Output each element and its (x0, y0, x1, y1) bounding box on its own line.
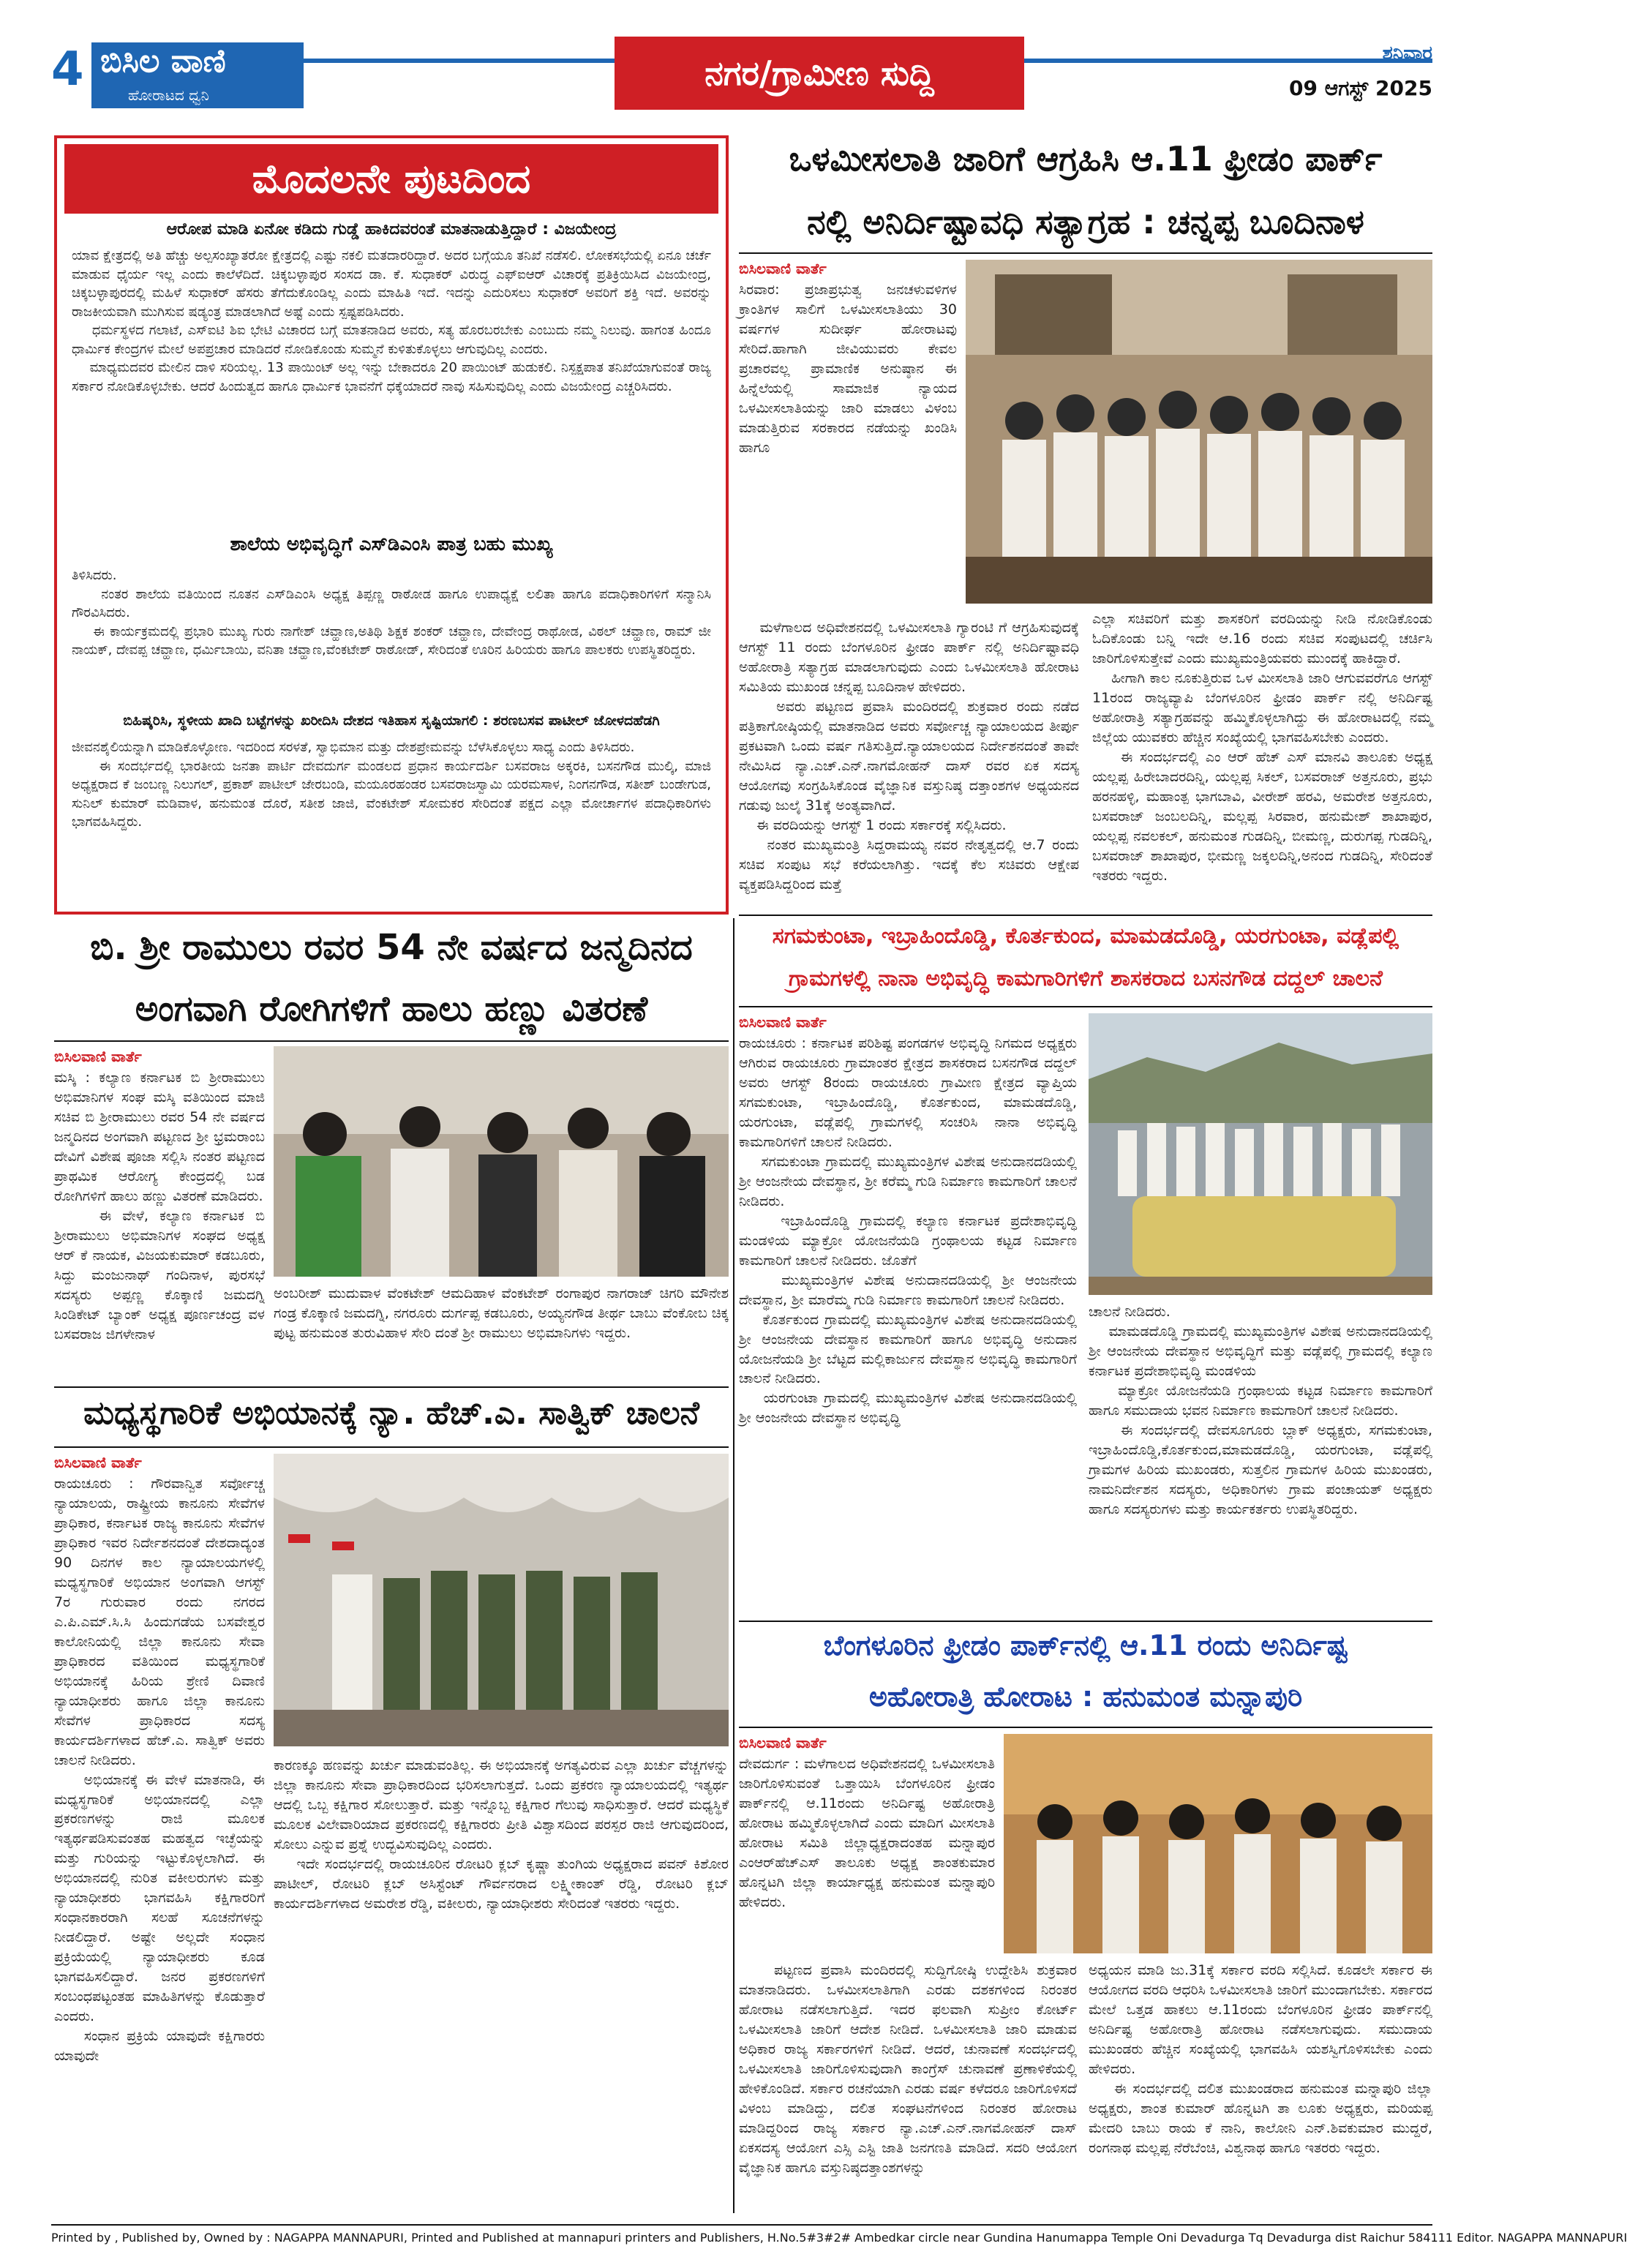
newspaper-name: ಬಿಸಿಲ ವಾಣಿ (100, 42, 226, 80)
hanumantha-body-left: ದೇವದುರ್ಗ : ಮಳೆಗಾಲದ ಅಧಿವೇಶನದಲ್ಲಿ ಒಳಮೀಸಲಾತಿ ಜಾರಿಗೊಳಿಸುವಂತೆ ಒತ್ತಾಯಿಸಿ ಬೆಂಗಳೂರಿನ ಫ್ರೀಡಂ ಪಾರ್ಕ್‌ನಲ್ಲಿ ಆ.11ರಂದು ಅನಿರ್ದಿಷ್ಟ ಅಹೋರಾತ್ರಿ ಹೋರಾಟ ಹಮ್ಮಿಕೊಳ್ಳಲಾಗಿದೆ ಎಂದು ಮಾದಿಗ ಮೀಸಲಾತಿ ಹೋರಾಟ ಸಮಿತಿ ಜಿಲ್ಲಾಧ್ಯಕ್ಷರಾದಂತಹ ಮನ್ನಾಪುರ ಎಂಆರ್‌ಹೆಚ್‌ಎಸ್ ತಾಲೂಕು ಅಧ್ಯಕ್ಷ ಶಾಂತಕುಮಾರ ಹೊನ್ನಟಗಿ ಜಿಲ್ಲಾ ಕಾರ್ಯಾಧ್ಯಕ್ಷ ಹನುಮಂತ ಮನ್ನಾಪುರಿ ಹೇಳಿದರು. (739, 1756, 1000, 1910)
legal-drive-headline: ಮಧ್ಯಸ್ಥಗಾರಿಕೆ ಅಭಿಯಾನಕ್ಕೆ ನ್ಯಾ. ಹೆಚ್.ಎ. ಸಾತ್ವಿಕ್ ಚಾಲನೆ (83, 1394, 699, 1432)
hanumantha-body-col2: ಅಧ್ಯಯನ ಮಾಡಿ ಜು.31ಕ್ಕೆ ಸರ್ಕಾರ ವರದಿ ಸಲ್ಲಿಸಿದೆ. ಕೂಡಲೇ ಸರ್ಕಾರ ಈ ಆಯೋಗದ ವರದಿ ಆಧರಿಸಿ ಒಳಮೀಸಲಾತಿ ಜಾರಿಗೆ ಮುಂದಾಗಬೇಕು. ಸರ್ಕಾರದ ಮೇಲೆ ಒತ್ತಡ ಹಾಕಲು ಆ.11ರಂದು ಬೆಂಗಳೂರಿನ ಫ್ರೀಡಂ ಪಾರ್ಕ್‌ನಲ್ಲಿ ಅನಿರ್ದಿಷ್ಟ ಅಹೋರಾತ್ರಿ ಹೋರಾಟ ನಡೆಸಲಾಗುವುದು. ಸಮುದಾಯ ಮುಖಂಡರು ಹೆಚ್ಚಿನ ಸಂಖ್ಯೆಯಲ್ಲಿ ಭಾಗವಹಿಸಿ ಯಶಸ್ವಿಗೊಳಿಸಬೇಕು ಎಂದು ಹೇಳಿದರು. ಈ ಸಂದರ್ಭದಲ್ಲಿ ದಲಿತ ಮುಖಂಡರಾದ ಹನುಮಂತ ಮನ್ನಾಪುರಿ ಜಿಲ್ಲಾ ಅಧ್ಯಕ್ಷರು, ಶಾಂತ ಕುಮಾರ್ ಹೊನ್ನಟಗಿ ತಾ ಲೂಕು ಅಧ್ಯಕ್ಷರು, ಮರಿಯಪ್ಪ ಮೇದರಿ ಬಾಬು ರಾಯ ಕೆ ನಾನಿ, ಕಾಲೋನಿ ಎನ್.ಶಿವಕುಮಾರ ಮುದ್ದರೆ, ರಂಗನಾಥ ಮಲ್ಲಪ್ಪ ನೆರೆಬೆಂಚಿ, ವಿಶ್ವನಾಥ ಹಾಗೂ ಇತರರು ಇದ್ದರು. (1089, 1962, 1432, 2156)
hanumantha-body-col1: ಪಟ್ಟಣದ ಪ್ರವಾಸಿ ಮಂದಿರದಲ್ಲಿ ಸುದ್ದಿಗೋಷ್ಠಿ ಉದ್ದೇಶಿಸಿ ಶುಕ್ರವಾರ ಮಾತನಾಡಿದರು. ಒಳಮೀಸಲಾತಿಗಾಗಿ ಎರಡು ದಶಕಗಳಿಂದ ನಿರಂತರ ಹೋರಾಟ ನಡೆಸಲಾಗುತ್ತಿದೆ. ಇದರ ಫಲವಾಗಿ ಸುಪ್ರೀಂ ಕೋರ್ಟ್ ಒಳಮೀಸಲಾತಿ ಜಾರಿಗೆ ಆದೇಶ ನೀಡಿದೆ. ಒಳಮೀಸಲಾತಿ ಜಾರಿ ಮಾಡುವ ಅಧಿಕಾರ ರಾಜ್ಯ ಸರ್ಕಾರಗಳಿಗೆ ನೀಡಿದೆ. ಆದರೆ, ಚುನಾವಣೆ ಸಂದರ್ಭದಲ್ಲಿ ಒಳಮೀಸಲಾತಿ ಜಾರಿಗೊಳಿಸುವುದಾಗಿ ಕಾಂಗ್ರೆಸ್ ಚುನಾವಣೆ ಪ್ರಣಾಳಿಕೆಯಲ್ಲಿ ಹೇಳಿಕೊಂಡಿದೆ. ಸರ್ಕಾರ ರಚನೆಯಾಗಿ ಎರಡು ವರ್ಷ ಕಳೆದರೂ ಜಾರಿಗೊಳಿಸದೆ ವಿಳಂಬ ಮಾಡಿದ್ದು, ದಲಿತ ಸಂಘಟನೆಗಳಿಂದ ನಿರಂತರ ಹೋರಾಟ ಮಾಡಿದ್ದರಿಂದ ರಾಜ್ಯ ಸರ್ಕಾರ ನ್ಯಾ.ಎಚ್.ಎನ್.ನಾಗಮೋಹನ್ ದಾಸ್ ಏಕಸದಸ್ಯ ಆಯೋಗ ಎಸ್ಸಿ ಎಸ್ಟಿ ಜಾತಿ ಜನಗಣತಿ ಮಾಡಿದೆ. ಸದರಿ ಆಯೋಗ ವೈಜ್ಞಾನಿಕ ಹಾಗೂ ವಸ್ತುನಿಷ್ಠದತ್ತಾಂಶಗಳನ್ನು (739, 1962, 1082, 2176)
story1-body: ಯಾವ ಕ್ಷೇತ್ರದಲ್ಲಿ ಅತಿ ಹೆಚ್ಚು ಅಲ್ಪಸಂಖ್ಯಾತರೋ ಕ್ಷೇತ್ರದಲ್ಲಿ ಎಷ್ಟು ನಕಲಿ ಮತದಾರರಿದ್ದಾರೆ. ಅದರ ಬಗ್ಗೆಯೂ ತನಿಖೆ ನಡೆಸಲಿ. ಲೋಕಸಭೆಯಲ್ಲಿ ಏನೂ ಚರ್ಚೆ ಮಾಡುವ ಧೈರ್ಯ ಇಲ್ಲ ಎಂದು ಕಾಲೆಳೆದಿದೆ. ಚಿಕ್ಕಬಳ್ಳಾಪುರ ಸಂಸದ ಡಾ. ಕೆ. ಸುಧಾಕರ್ ವಿರುದ್ಧ ಎಫ್‌ಐಆರ್ ವಿಚಾರಕ್ಕೆ ಪ್ರತಿಕ್ರಿಯಿಸಿದ ವಿಜಯೇಂದ್ರ, ಚಿಕ್ಕಬಳ್ಳಾಪುರದಲ್ಲಿ ಮಹಿಳೆ ಸುಧಾಕರ್ ಹೆಸರು ತೆಗೆದುಕೊಂಡಿಲ್ಲ ಎಂದು ಮಾಹಿತಿ ಇದೆ. ಇದನ್ನು ಎದುರಿಸಲು ಸುಧಾಕರ್ ಅವರಿಗೆ ಶಕ್ತಿ ಇದೆ. ಅವರನ್ನು ರಾಜಕೀಯವಾಗಿ ಮುಗಿಸುವ ಷಡ್ಯಂತ್ರ ಮಾಡಲಾಗಿದೆ ಅಷ್ಟೆ ಎಂದು ಸ್ಪಷ್ಟಪಡಿಸಿದರು. ಧರ್ಮಸ್ಥಳದ ಗಲಾಟೆ, ಎಸ್‌ಐಟಿ ಶಿಐ ಭೇಟಿ ವಿಚಾರದ ಬಗ್ಗೆ ಮಾತನಾಡಿದ ಅವರು, ಸತ್ಯ ಹೊರಬರಬೇಕು ಎಂಬುದು ನಮ್ಮ ನಿಲುವು. ಹಾಗಂತ ಹಿಂದೂ ಧಾರ್ಮಿಕ ಕೇಂದ್ರಗಳ ಮೇಲೆ ಅಪಪ್ರಚಾರ ಮಾಡಿದರೆ ನೋಡಿಕೊಂಡು ಸುಮ್ಮನೆ ಕುಳಿತುಕೊಳ್ಳಲು ಆಗುವುದಿಲ್ಲ ಎಂದರು. ಮಾಧ್ಯಮದವರ ಮೇಲಿನ ದಾಳಿ ಸರಿಯಲ್ಲ. 13 ಪಾಯಿಂಟ್ ಅಲ್ಲ ಇನ್ನು ಬೇಕಾದರೂ 20 ಪಾಯಿಂಟ್ ಹುಡುಕಲಿ. ನಿಸ್ಪಕ್ಷಪಾತ ತನಿಖೆಯಾಗುವಂತೆ ರಾಜ್ಯ ಸರ್ಕಾರ ನೋಡಿಕೊಳ್ಳಬೇಕು. ಆದರೆ ಹಿಂದುತ್ವದ ಹಾಗೂ ಧಾರ್ಮಿಕ ಭಾವನೆಗೆ ಧಕ್ಕೆಯಾದರೆ ನಾವು ಸಹಿಸುವುದಿಲ್ಲ ಎಂದು ವಿಜಯೇಂದ್ರ ಎಚ್ಚರಿಸಿದರು. (72, 248, 712, 394)
hanumantha-byline: ಬಿಸಿಲವಾಣಿ ವಾರ್ತೆ (739, 1734, 827, 1751)
page-number: 4 (51, 42, 84, 97)
dadal-body-right: ಚಾಲನೆ ನೀಡಿದರು. ಮಾಮಡದೊಡ್ಡಿ ಗ್ರಾಮದಲ್ಲಿ ಮುಖ್ಯಮಂತ್ರಿಗಳ ವಿಶೇಷ ಅನುದಾನದಡಿಯಲ್ಲಿ ಶ್ರೀ ಆಂಜನೇಯ ದೇವಸ್ಥಾನ ಅಭಿವೃದ್ಧಿಗೆ ಮತ್ತು ವಡ್ಲೆಪಲ್ಲಿ ಗ್ರಾಮದಲ್ಲಿ ಕಲ್ಯಾಣ ಕರ್ನಾಟಕ ಪ್ರದೇಶಾಭಿವೃದ್ಧಿ ಮಂಡಳಿಯ ಮ್ಯಾಕ್ರೋ ಯೋಜನೆಯಡಿ ಗ್ರಂಥಾಲಯ ಕಟ್ಟಡ ನಿರ್ಮಾಣ ಕಾಮಗಾರಿಗೆ ಹಾಗೂ ಸಮುದಾಯ ಭವನ ನಿರ್ಮಾಣ ಕಾಮಗಾರಿಗೆ ಚಾಲನೆ ನೀಡಿದರು. ಈ ಸಂದರ್ಭದಲ್ಲಿ ದೇವಸೂಗೂರು ಬ್ಲಾಕ್ ಅಧ್ಯಕ್ಷರು, ಸಗಮಕುಂಟಾ, ಇಬ್ರಾಹಿಂದೊಡ್ಡಿ,ಕೊರ್ತಕುಂದ,ಮಾಮಡದೊಡ್ಡಿ, ಯರಗುಂಟಾ, ವಡ್ಲೆಪಲ್ಲಿ ಗ್ರಾಮಗಳ ಹಿರಿಯ ಮುಖಂಡರು, ಸುತ್ತಲಿನ ಗ್ರಾಮಗಳ ಹಿರಿಯ ಮುಖಂಡರು, ನಾಮನಿರ್ದೇಶನ ಸದಸ್ಯರು, ಅಧಿಕಾರಿಗಳು ಗ್ರಾಮ ಪಂಚಾಯತ್ ಅಧ್ಯಕ್ಷರು ಹಾಗೂ ಸದಸ್ಯರುಗಳು ಮತ್ತು ಕಾರ್ಯಕರ್ತರು ಉಪಸ್ಥಿತರಿದ್ದರು. (1089, 1304, 1432, 1517)
dadal-article (739, 915, 1432, 1617)
legal-drive-article (54, 1386, 729, 2213)
dadal-body-left: ರಾಯಚೂರು : ಕರ್ನಾಟಕ ಪರಿಶಿಷ್ಟ ಪಂಗಡಗಳ ಅಭಿವೃದ್ಧಿ ನಿಗಮದ ಅಧ್ಯಕ್ಷರು ಆಗಿರುವ ರಾಯಚೂರು ಗ್ರಾಮಾಂತರ ಕ್ಷೇತ್ರದ ಶಾಸಕರಾದ ಬಸನಗೌಡ ದದ್ದಲ್ ಅವರು ಆಗಸ್ಟ್ 8ರಂದು ರಾಯಚೂರು ಗ್ರಾಮೀಣ ಕ್ಷೇತ್ರದ ವ್ಯಾಪ್ತಿಯ ಸಗಮಕುಂಟಾ, ಇಬ್ರಾಹಿಂದೊಡ್ಡಿ, ಕೊರ್ತಕುಂದ, ಮಾಮಡದೊಡ್ಡಿ, ಯರಗುಂಟಾ, ವಡ್ಲೆಪಲ್ಲಿ ಗ್ರಾಮಗಳಲ್ಲಿ ಸಂಚರಿಸಿ ನಾನಾ ಅಭಿವೃದ್ಧಿ ಕಾಮಗಾರಿಗಳಿಗೆ ಚಾಲನೆ ನೀಡಿದರು. ಸಗಮಕುಂಟಾ ಗ್ರಾಮದಲ್ಲಿ ಮುಖ್ಯಮಂತ್ರಿಗಳ ವಿಶೇಷ ಅನುದಾನದಡಿಯಲ್ಲಿ ಶ್ರೀ ಆಂಜನೇಯ ದೇವಸ್ಥಾನ, ಶ್ರೀ ಕರೆಮ್ಮ ಗುಡಿ ನಿರ್ಮಾಣ ಕಾಮಗಾರಿಗೆ ಚಾಲನೆ ನೀಡಿದರು. ಇಬ್ರಾಹಿಂದೊಡ್ಡಿ ಗ್ರಾಮದಲ್ಲಿ ಕಲ್ಯಾಣ ಕರ್ನಾಟಕ ಪ್ರದೇಶಾಭಿವೃದ್ಧಿ ಮಂಡಳಿಯ ಮ್ಯಾಕ್ರೋ ಯೋಜನೆಯಡಿ ಗ್ರಂಥಾಲಯ ಕಟ್ಟಡ ನಿರ್ಮಾಣ ಕಾಮಗಾರಿಗೆ ಚಾಲನೆ ನೀಡಿದರು. ಜೊತೆಗೆ ಮುಖ್ಯಮಂತ್ರಿಗಳ ವಿಶೇಷ ಅನುದಾನದಡಿಯಲ್ಲಿ ಶ್ರೀ ಆಂಜನೇಯ ದೇವಸ್ಥಾನ, ಶ್ರೀ ಮಾರೆಮ್ಮ ಗುಡಿ ನಿರ್ಮಾಣ ಕಾಮಗಾರಿಗೆ ಚಾಲನೆ ನೀಡಿದರು. ಕೊರ್ತಕುಂದ ಗ್ರಾಮದಲ್ಲಿ ಮುಖ್ಯಮಂತ್ರಿಗಳ ವಿಶೇಷ ಅನುದಾನದಡಿಯಲ್ಲಿ ಶ್ರೀ ಆಂಜನೇಯ ದೇವಸ್ಥಾನ ಕಾಮಗಾರಿಗೆ ಹಾಗೂ ಅಭಿವೃದ್ಧಿ ಅನುದಾನ ಯೋಜನೆಯಡಿ ಶ್ರೀ ಬೆಟ್ಟದ ಮಲ್ಲಿಕಾರ್ಜುನ ದೇವಸ್ಥಾನ ಅಭಿವೃದ್ಧಿ ಕಾಮಗಾರಿಗೆ ಚಾಲನೆ ನೀಡಿದರು. ಯರಗುಂಟಾ ಗ್ರಾಮದಲ್ಲಿ ಮುಖ್ಯಮಂತ್ರಿಗಳ ವಿಶೇಷ ಅನುದಾನದಡಿಯಲ್ಲಿ ಶ್ರೀ ಆಂಜನೇಯ ದೇವಸ್ಥಾನ ಅಭಿವೃದ್ಧಿ (739, 1035, 1077, 1427)
hanumantha-headline-1: ಬೆಂಗಳೂರಿನ ಫ್ರೀಡಂ ಪಾರ್ಕ್‌ನಲ್ಲಿ ಆ.11 ರಂದು ಅನಿರ್ದಿಷ್ಟ (823, 1629, 1348, 1661)
press-meet-photo-icon (1004, 1734, 1432, 1953)
imprint-footer: Printed by , Published by, Owned by : NAGAPPA MANNAPURI, Printed and Published at mannapuri printers and Publishers, H.No.5#3#2# Ambedkar circle near Gundina Hanumappa Temple Oni Devadurga Tq Devadurga dist Raichur 584111 Editor. NAGAPPA MANNAPURI (51, 2224, 1432, 2249)
front-continued-banner: ಮೊದಲನೇ ಪುಟದಿಂದ (64, 144, 718, 214)
divider (739, 1621, 1432, 1622)
sriramulu-article (54, 922, 734, 1383)
story3-headline: ಬಿಹಿಷ್ಕರಿಸಿ, ಸ್ಥಳೀಯ ಖಾದಿ ಬಟ್ಟೆಗಳನ್ನು ಖರೀದಿಸಿ ದೇಶದ ಇತಿಹಾಸ ಸೃಷ್ಟಿಯಾಗಲಿ : ಶರಣಬಸವ ಪಾಟೀಲ್ ಜೋಳದಹೆಡಗಿ (123, 713, 660, 729)
newspaper-logo (91, 42, 304, 108)
legal-drive-byline: ಬಿಸಿಲವಾಣಿ ವಾರ್ತೆ (54, 1454, 142, 1471)
issue-day: ಶನಿವಾರ (1382, 42, 1432, 64)
front-continued-box (54, 135, 729, 915)
satyagraha-headline-2: ನಲ್ಲಿ ಅನಿರ್ದಿಷ್ಟಾವಧಿ ಸತ್ಯಾಗ್ರಹ : ಚನ್ನಪ್ಪ ಬೂದಿನಾಳ (807, 202, 1364, 241)
divider (54, 1446, 729, 1448)
section-title: ನಗರ/ಗ್ರಾಮೀಣ ಸುದ್ದಿ (615, 37, 1024, 110)
story2-headline: ಶಾಲೆಯ ಅಭಿವೃದ್ಧಿಗೆ ಎಸ್‌ಡಿಎಂಸಿ ಪಾತ್ರ ಬಹು ಮುಖ್ಯ (230, 533, 553, 555)
newspaper-tagline: ಹೋರಾಟದ ಧ್ವನಿ (128, 86, 209, 104)
group-photo-icon (966, 260, 1432, 604)
dadal-byline: ಬಿಸಿಲವಾಣಿ ವಾರ್ತೆ (739, 1013, 827, 1031)
divider (739, 915, 1432, 916)
sriramulu-photo (274, 1046, 729, 1277)
satyagraha-body-col1: ಮಳೆಗಾಲದ ಅಧಿವೇಶನದಲ್ಲಿ ಒಳಮೀಸಲಾತಿ ಗ್ಯಾರಂಟಿ ಗೆ ಆಗ್ರಹಿಸುವುದಕ್ಕೆ ಆಗಸ್ಟ್ 11 ರಂದು ಬೆಂಗಳೂರಿನ ಫ್ರೀಡಂ ಪಾರ್ಕ್ ನಲ್ಲಿ ಅನಿರ್ದಿಷ್ಟಾವಧಿ ಅಹೋರಾತ್ರಿ ಸತ್ಯಾಗ್ರಹ ಮಾಡಲಾಗುವುದು ಎಂದು ಒಳಮೀಸಲಾತಿ ಹೋರಾಟ ಸಮಿತಿಯ ಮುಖಂಡ ಚನ್ನಪ್ಪ ಬೂದಿನಾಳ ಹೇಳಿದರು. ಅವರು ಪಟ್ಟಣದ ಪ್ರವಾಸಿ ಮಂದಿರದಲ್ಲಿ ಶುಕ್ರವಾರ ರಂದು ನಡೆದ ಪತ್ರಿಕಾಗೋಷ್ಠಿಯಲ್ಲಿ ಮಾತನಾಡಿದ ಅವರು ಸರ್ವೋಚ್ಚ ನ್ಯಾಯಾಲಯದ ತೀರ್ಪು ಪ್ರಕಟವಾಗಿ ಒಂದು ವರ್ಷ ಗತಿಸುತ್ತಿದೆ.ನ್ಯಾಯಾಲಯದ ನಿರ್ದೇಶನದಂತೆ ತಾವೇ ನೇಮಿಸಿದ ನ್ಯಾ.ಎಚ್.ಎನ್.ನಾಗಮೋಹನ್ ದಾಸ್ ರವರ ಏಕ ಸದಸ್ಯ ಆಯೋಗವು ಸಂಗ್ರಹಿಸಿಕೊಂಡ ವೈಜ್ಞಾನಿಕ ವಸ್ತುನಿಷ್ಠ ದತ್ತಾಂಶಗಳ ಅಧ್ಯಯನದ ಗಡುವು ಜುಲೈ 31ಕ್ಕೆ ಅಂತ್ಯವಾಗಿದೆ. ಈ ವರದಿಯನ್ನು ಆಗಸ್ಟ್ 1 ರಂದು ಸರ್ಕಾರಕ್ಕೆ ಸಲ್ಲಿಸಿದರು. ನಂತರ ಮುಖ್ಯಮಂತ್ರಿ ಸಿದ್ದರಾಮಯ್ಯ ನವರ ನೇತೃತ್ವದಲ್ಲಿ ಆ.7 ರಂದು ಸಚಿವ ಸಂಪುಟ ಸಭೆ ಕರೆಯಲಾಗಿತ್ತು. ಇದಕ್ಕೆ ಕೆಲ ಸಚಿವರು ಆಕ್ಷೇಪ ವ್ಯಕ್ತಪಡಿಸಿದ್ದರಿಂದ ಮತ್ತೆ (739, 620, 1079, 893)
legal-drive-photo (274, 1454, 729, 1746)
hanumantha-headline-2: ಅಹೋರಾತ್ರಿ ಹೋರಾಟ : ಹನುಮಂತ ಮನ್ನಾಪುರಿ (868, 1681, 1303, 1713)
sriramulu-headline-1: ಬಿ. ಶ್ರೀ ರಾಮುಲು ರವರ 54 ನೇ ವರ್ಷದ ಜನ್ಮದಿನದ (90, 927, 693, 968)
satyagraha-photo (966, 260, 1432, 604)
story3-body: ಜೀವನಶೈಲಿಯನ್ನಾಗಿ ಮಾಡಿಕೊಳ್ಳೋಣ. ಇದರಿಂದ ಸರಳತೆ, ಸ್ವಾಭಿಮಾನ ಮತ್ತು ದೇಶಪ್ರೇಮವನ್ನು ಬೆಳೆಸಿಕೊಳ್ಳಲು ಸಾಧ್ಯ ಎಂದು ತಿಳಿಸಿದರು. ಈ ಸಂದರ್ಭದಲ್ಲಿ ಭಾರತೀಯ ಜನತಾ ಪಾರ್ಟಿ ದೇವದುರ್ಗ ಮಂಡಲದ ಪ್ರಧಾನ ಕಾರ್ಯದರ್ಶಿ ಬಸವರಾಜ ಅಕ್ಕರಕಿ, ಬಸನಗೌಡ ಮುಲ್ಕಿ, ಮಾಜಿ ಅಧ್ಯಕ್ಷರಾದ ಕೆ ಜಂಬಣ್ಣ ನಿಲುಗಲ್, ಪ್ರಕಾಶ್ ಪಾಟೀಲ್ ಜೇರಬಂಡಿ, ಮಯೂರಹಂಡರ ಬಸವರಾಜಸ್ವಾಮಿ ಯರಮಸಾಳ, ನಿಂಗನಗೌಡ, ಸತೀಶ್ ಬಂಡೇಗುಡ, ಸುನಿಲ್ ಕುಮಾರ್ ಮಡಿವಾಳ, ಹನುಮಂತ ದೊರೆ, ಸತೀಶ ಜಾಜಿ, ವೆಂಕಟೇಶ್ ಸೋಮಕರ ಸೇರಿದಂತೆ ಪಕ್ಷದ ಎಲ್ಲಾ ಮೋರ್ಚಾಗಳ ಪದಾಧಿಕಾರಿಗಳು ಭಾಗವಹಿಸಿದ್ದರು. (72, 740, 711, 830)
satyagraha-headline-1: ಒಳಮೀಸಲಾತಿ ಜಾರಿಗೆ ಆಗ್ರಹಿಸಿ ಆ.11 ಫ್ರೀಡಂ ಪಾರ್ಕ್ (789, 139, 1383, 179)
divider (739, 1006, 1432, 1007)
legal-drive-body-left: ರಾಯಚೂರು : ಗೌರವಾನ್ವಿತ ಸರ್ವೋಚ್ಚ ನ್ಯಾಯಾಲಯ, ರಾಷ್ಟ್ರೀಯ ಕಾನೂನು ಸೇವೆಗಳ ಪ್ರಾಧಿಕಾರ, ಕರ್ನಾಟಕ ರಾಜ್ಯ ಕಾನೂನು ಸೇವೆಗಳ ಪ್ರಾಧಿಕಾರ ಇವರ ನಿರ್ದೇಶನದಂತೆ ದೇಶದಾದ್ಯಂತ 90 ದಿನಗಳ ಕಾಲ ನ್ಯಾಯಾಲಯಗಳಲ್ಲಿ ಮಧ್ಯಸ್ಥಗಾರಿಕೆ ಅಭಿಯಾನ ಅಂಗವಾಗಿ ಆಗಸ್ಟ್ 7ರ ಗುರುವಾರ ರಂದು ನಗರದ ಎ.ಪಿ.ಎಮ್.ಸಿ.ಸಿ ಹಿಂದುಗಡೆಯ ಬಸವೇಶ್ವರ ಕಾಲೋನಿಯಲ್ಲಿ ಜಿಲ್ಲಾ ಕಾನೂನು ಸೇವಾ ಪ್ರಾಧಿಕಾರದ ವತಿಯಿಂದ ಮಧ್ಯಸ್ಥಗಾರಿಕೆ ಅಭಿಯಾನಕ್ಕೆ ಹಿರಿಯ ಶ್ರೇಣಿ ದಿವಾಣಿ ನ್ಯಾಯಾಧೀಶರು ಹಾಗೂ ಜಿಲ್ಲಾ ಕಾನೂನು ಸೇವೆಗಳ ಪ್ರಾಧಿಕಾರದ ಸದಸ್ಯ ಕಾರ್ಯದರ್ಶಿಗಳಾದ ಹೆಚ್.ಎ. ಸಾತ್ವಿಕ್ ಅವರು ಚಾಲನೆ ನೀಡಿದರು. ಅಭಿಯಾನಕ್ಕೆ ಈ ವೇಳೆ ಮಾತನಾಡಿ, ಈ ಮಧ್ಯಸ್ಥಗಾರಿಕೆ ಅಭಿಯಾನದಲ್ಲಿ ಎಲ್ಲಾ ಪ್ರಕರಣಗಳನ್ನು ರಾಜಿ ಮೂಲಕ ಇತ್ಯರ್ಥಪಡಿಸುವಂತಹ ಮಹತ್ವದ ಇಚ್ಛೆಯನ್ನು ಮತ್ತು ಗುರಿಯನ್ನು ಇಟ್ಟುಕೊಳ್ಳಲಾಗಿದೆ. ಈ ಅಭಿಯಾನದಲ್ಲಿ ನುರಿತ ವಕೀಲರುಗಳು ಮತ್ತು ನ್ಯಾಯಾಧೀಶರು ಭಾಗವಹಿಸಿ ಕಕ್ಷಿಗಾರರಿಗೆ ಸಂಧಾನಕಾರರಾಗಿ ಸಲಹೆ ಸೂಚನೆಗಳನ್ನು ನೀಡಲಿದ್ದಾರೆ. ಅಷ್ಟೇ ಅಲ್ಲದೇ ಸಂಧಾನ ಪ್ರಕ್ರಿಯೆಯಲ್ಲಿ ನ್ಯಾಯಾಧೀಶರು ಕೂಡ ಭಾಗವಹಿಸಲಿದ್ದಾರೆ. ಜನರ ಪ್ರಕರಣಗಳಿಗೆ ಸಂಬಂಧಪಟ್ಟಂತಹ ಮಾಹಿತಿಗಳನ್ನು ಕೊಡುತ್ತಾರೆ ಎಂದರು. ಸಂಧಾನ ಪ್ರಕ್ರಿಯೆ ಯಾವುದೇ ಕಕ್ಷಿಗಾರರು ಯಾವುದೇ (54, 1476, 265, 2065)
satyagraha-article (739, 135, 1432, 911)
divider (54, 1040, 729, 1042)
masthead (51, 37, 1432, 117)
divider (739, 252, 1432, 254)
divider (54, 1386, 729, 1388)
sriramulu-body-right: ಅಂಬರೀಶ್ ಮುದುವಾಳ ವೆಂಕಟೇಶ್ ಆಮದಿಹಾಳ ವೆಂಕಟೇಶ್ ರಂಗಾಪುರ ನಾಗರಾಜ್ ಚಿಗರಿ ಮೌನೇಶ ಗಂಡ್ರ ಕೊಕ್ಕಾಣಿ ಜಮದಗ್ನಿ, ನಗರೂರು ದುರ್ಗಪ್ಪ ಕಡಬೂರು, ಅಯ್ಯನಗೌಡ ತೀರ್ಥ ಬಾಬು ವೆಂಕೋಬ ಚಿಕ್ಕ ಪುಟ್ಟ ಹನುಮಂತ ತುರುವಿಹಾಳ ಸೇರಿ ದಂತೆ ಶ್ರೀ ರಾಮುಲು ಅಭಿಮಾನಿಗಳು ಇದ್ದರು. (274, 1285, 734, 1341)
officials-photo-icon (274, 1454, 729, 1746)
sriramulu-headline-2: ಅಂಗವಾಗಿ ರೋಗಿಗಳಿಗೆ ಹಾಲು ಹಣ್ಣು ವಿತರಣೆ (135, 988, 648, 1029)
sriramulu-byline: ಬಿಸಿಲವಾಣಿ ವಾರ್ತೆ (54, 1048, 142, 1065)
hospital-event-photo-icon (274, 1046, 729, 1277)
divider (739, 1727, 1432, 1728)
legal-drive-body-right: ಕಾರಣಕ್ಕೂ ಹಣವನ್ನು ಖರ್ಚು ಮಾಡುವಂತಿಲ್ಲ. ಈ ಅಭಿಯಾನಕ್ಕೆ ಅಗತ್ಯವಿರುವ ಎಲ್ಲಾ ಖರ್ಚು ವೆಚ್ಚಗಳನ್ನು ಜಿಲ್ಲಾ ಕಾನೂನು ಸೇವಾ ಪ್ರಾಧಿಕಾರದಿಂದ ಭರಿಸಲಾಗುತ್ತದೆ. ಒಂದು ಪ್ರಕರಣ ನ್ಯಾಯಾಲಯದಲ್ಲಿ ಇತ್ಯರ್ಥ ಆದಲ್ಲಿ ಒಬ್ಬ ಕಕ್ಷಿಗಾರ ಸೋಲುತ್ತಾರೆ. ಮತ್ತು ಇನ್ನೊಬ್ಬ ಕಕ್ಷಿಗಾರ ಗೆಲುವು ಸಾಧಿಸುತ್ತಾರೆ. ಆದರೆ ಮಧ್ಯಸ್ಥಿಕೆ ಮೂಲಕ ವಿಲೇವಾರಿಯಾದ ಪ್ರಕರಣದಲ್ಲಿ ಕಕ್ಷಿಗಾರರು ಪ್ರೀತಿ ವಿಶ್ವಾಸದಿಂದ ಪರಸ್ಪರ ರಾಜಿ ಆಗುವುದರಿಂದ, ಸೋಲು ಎನ್ನುವ ಪ್ರಶ್ನೆ ಉದ್ಭವಿಸುವುದಿಲ್ಲ ಎಂದರು. ಇದೇ ಸಂದರ್ಭದಲ್ಲಿ ರಾಯಚೂರಿನ ರೋಟರಿ ಕ್ಲಬ್ ಕೃಷ್ಣಾ ತುಂಗಿಯ ಅಧ್ಯಕ್ಷರಾದ ಪವನ್ ಕಿಶೋರ ಪಾಟೀಲ್, ರೋಟರಿ ಕ್ಲಬ್ ಅಸಿಸ್ಟೆಂಟ್ ಗೌರ್ವನರಾದ ಲಕ್ಷ್ಮೀಕಾಂತ್ ರೆಡ್ಡಿ, ರೋಟರಿ ಕ್ಲಬ್ ಕಾರ್ಯದರ್ಶಿಗಳಾದ ಅಮರೇಶ ರೆಡ್ಡಿ, ವಕೀಲರು, ನ್ಯಾಯಾಧೀಶರು ಸೇರಿದಂತೆ ಇತರರು ಇದ್ದರು. (274, 1757, 729, 1912)
dadal-headline-1: ಸಗಮಕುಂಟಾ, ಇಬ್ರಾಹಿಂದೊಡ್ಡಿ, ಕೊರ್ತಕುಂದ, ಮಾಮಡದೊಡ್ಡಿ, ಯರಗುಂಟಾ, ವಡ್ಲೆಪಲ್ಲಿ (772, 923, 1399, 949)
issue-date: 09 ಆಗಸ್ಟ್ 2025 (1289, 76, 1432, 100)
story2-body: ತಿಳಿಸಿದರು. ನಂತರ ಶಾಲೆಯ ವತಿಯಿಂದ ನೂತನ ಎಸ್‌ಡಿಎಂಸಿ ಅಧ್ಯಕ್ಷ ತಿಪ್ಪಣ್ಣ ರಾಠೋಡ ಹಾಗೂ ಉಪಾಧ್ಯಕ್ಷೆ ಲಲಿತಾ ಹಾಗೂ ಪದಾಧಿಕಾರಿಗಳಿಗೆ ಸನ್ಮಾನಿಸಿ ಗೌರವಿಸಿದರು. ಈ ಕಾರ್ಯಕ್ರಮದಲ್ಲಿ ಪ್ರಭಾರಿ ಮುಖ್ಯ ಗುರು ನಾಗೇಶ್ ಚವ್ಹಾಣ,ಅತಿಥಿ ಶಿಕ್ಷಕ ಶಂಕರ್ ಚವ್ಹಾಣ, ದೇವೇಂದ್ರ ರಾಥೋಡ, ವಿಠಲ್ ಚವ್ಹಾಣ, ರಾಮ್ ಜೀ ನಾಯಕ್, ದೇವಪ್ಪ ಚವ್ಹಾಣ, ಧರ್ಮಿಬಾಯಿ, ವನಿತಾ ಚವ್ಹಾಣ,ವೆಂಕಟೇಶ್ ರಾಠೋಡ್, ಸೇರಿದಂತೆ ಊರಿನ ಹಿರಿಯರು ಹಾಗೂ ಪಾಲಕರು ಉಪಸ್ಥಿತರಿದ್ದರು. (72, 568, 712, 658)
satyagraha-byline: ಬಿಸಿಲವಾಣಿ ವಾರ್ತೆ (739, 260, 827, 277)
sriramulu-body-left: ಮಸ್ಕಿ : ಕಲ್ಯಾಣ ಕರ್ನಾಟಕ ಬಿ ಶ್ರೀರಾಮುಲು ಅಭಿಮಾನಿಗಳ ಸಂಘ ಮಸ್ಕಿ ವತಿಯಿಂದ ಮಾಜಿ ಸಚಿವ ಬಿ ಶ್ರೀರಾಮುಲು ರವರ 54 ನೇ ವರ್ಷದ ಜನ್ಮದಿನದ ಅಂಗವಾಗಿ ಪಟ್ಟಣದ ಶ್ರೀ ಭ್ರಮರಾಂಬ ದೇವಿಗೆ ವಿಶೇಷ ಪೂಜಾ ಸಲ್ಲಿಸಿ ನಂತರ ಪಟ್ಟಣದ ಪ್ರಾಥಮಿಕ ಆರೋಗ್ಯ ಕೇಂದ್ರದಲ್ಲಿ ಬಡ ರೋಗಿಗಳಿಗೆ ಹಾಲು ಹಣ್ಣು ವಿತರಣೆ ಮಾಡಿದರು. ಈ ವೇಳೆ, ಕಲ್ಯಾಣ ಕರ್ನಾಟಕ ಬಿ ಶ್ರೀರಾಮುಲು ಅಭಿಮಾನಿಗಳ ಸಂಘದ ಅಧ್ಯಕ್ಷ ಆರ್ ಕೆ ನಾಯಕ, ವಿಜಯಕುಮಾರ್ ಕಡಬೂರು, ಸಿದ್ದು ಮಂಜುನಾಥ್ ಗಂದಿನಾಳ, ಪುರಸಭೆ ಸದಸ್ಯರು ಅಪ್ಪಣ್ಣ ಕೊಕ್ಕಾಣಿ ಜಮದಗ್ನಿ ಸಿಂಡಿಕೇಟ್ ಬ್ಯಾಂಕ್ ಅಧ್ಯಕ್ಷ ಪೂರ್ಣಚಂದ್ರ ವಳ ಬಸವರಾಜ ಜಿಗಳೇನಾಳ (54, 1070, 265, 1343)
hanumantha-photo (1004, 1734, 1432, 1953)
column-divider (733, 918, 734, 2213)
village-event-photo-icon (1089, 1013, 1432, 1295)
satyagraha-body-col2: ಎಲ್ಲಾ ಸಚಿವರಿಗೆ ಮತ್ತು ಶಾಸಕರಿಗೆ ವರದಿಯನ್ನು ನೀಡಿ ನೋಡಿಕೊಂಡು ಓದಿಕೊಂಡು ಬನ್ನಿ ಇದೇ ಆ.16 ರಂದು ಸಚಿವ ಸಂಪುಟದಲ್ಲಿ ಚರ್ಚಿಸಿ ಜಾರಿಗೊಳಿಸುತ್ತೇವೆ ಎಂದು ಮುಖ್ಯಮಂತ್ರಿಯವರು ಮುಂದಕ್ಕೆ ಹಾಕಿದ್ದಾರೆ. ಹೀಗಾಗಿ ಕಾಲ ನೂಕುತ್ತಿರುವ ಒಳ ಮೀಸಲಾತಿ ಜಾರಿ ಆಗುವವರೆಗೂ ಆಗಸ್ಟ್ 11ರಂದ ರಾಜ್ಯವ್ಯಾಪಿ ಬೆಂಗಳೂರಿನ ಫ್ರೀಡಂ ಪಾರ್ಕ್ ನಲ್ಲಿ ಅನಿರ್ದಿಷ್ಟ ಅಹೋರಾತ್ರಿ ಸತ್ಯಾಗ್ರಹವನ್ನು ಹಮ್ಮಿಕೊಳ್ಳಲಾಗಿದ್ದು ಈ ಹೋರಾಟದಲ್ಲಿ ನಮ್ಮ ಜಿಲ್ಲೆಯ ಯುವಕರು ಹೆಚ್ಚಿನ ಸಂಖ್ಯೆಯಲ್ಲಿ ಭಾಗವಹಿಸಬೇಕು ಎಂದರು. ಈ ಸಂದರ್ಭದಲ್ಲಿ ಎಂ ಆರ್ ಹೆಚ್ ಎಸ್ ಮಾನವಿ ತಾಲೂಕು ಅಧ್ಯಕ್ಷ ಯಲ್ಲಪ್ಪ ಹಿರೇಬಾದರದಿನ್ನಿ, ಯಲ್ಲಪ್ಪ ಸಿಕಲ್, ಬಸವರಾಜ್ ಅತ್ತನೂರು, ಪ್ರಭು ಹರನಹಳ್ಳಿ, ಮಹಾಂತ್ಪ ಭಾಗಬಾವಿ, ವೀರೇಶ್ ಹರವಿ, ಅಮರೇಶ ಅತ್ತನೂರು, ಬಸವರಾಜ್ ಜಂಬಲದಿನ್ನಿ, ಮಲ್ಲಪ್ಪ ಸಿರವಾರ, ಹನುಮೇಶ್ ಶಾಖಾಪುರ, ಯಲ್ಲಪ್ಪ ನವಲಕಲ್, ಹನುಮಂತ ಗುಡದಿನ್ನಿ, ಬೀಮಣ್ಣ, ದುರುಗಪ್ಪ ಗುಡದಿನ್ನಿ, ಬಸವರಾಜ್ ಶಾಖಾಪುರ, ಭೀಮಣ್ಣ ಜಕ್ಕಲದಿನ್ನಿ,ಅನಂದ ಗುಡದಿನ್ನಿ, ಸೇರಿದಂತೆ ಇತರರು ಇದ್ದರು. (1092, 611, 1432, 884)
hanumantha-article (739, 1621, 1432, 2213)
dadal-headline-2: ಗ್ರಾಮಗಳಲ್ಲಿ ನಾನಾ ಅಭಿವೃದ್ಧಿ ಕಾಮಗಾರಿಗಳಿಗೆ ಶಾಸಕರಾದ ಬಸನಗೌಡ ದದ್ದಲ್ ಚಾಲನೆ (788, 966, 1383, 991)
story1-headline: ಆರೋಪ ಮಾಡಿ ಏನೋ ಕಡಿದು ಗುಡ್ಡೆ ಹಾಕಿದವರಂತೆ ಮಾತನಾಡುತ್ತಿದ್ದಾರೆ : ವಿಜಯೇಂದ್ರ (166, 220, 617, 239)
dadal-photo (1089, 1013, 1432, 1295)
satyagraha-body-left: ಸಿರವಾರ: ಪ್ರಜಾಪ್ರಭುತ್ವ ಜನಚಳುವಳಿಗಳ ಕ್ರಾಂತಿಗಳ ಸಾಲಿಗೆ ಒಳಮೀಸಲಾತಿಯು 30 ವರ್ಷಗಳ ಸುದೀರ್ಘ ಹೋರಾಟವು ಸೇರಿದೆ.ಹಾಗಾಗಿ ಜೀವಿಯುವರು ಕೇವಲ ಪ್ರಚಾರವಲ್ಲ ಪ್ರಾಮಾಣಿಕ ಅನುಷ್ಠಾನ ಈ ಹಿನ್ನೆಲೆಯಲ್ಲಿ ಸಾಮಾಜಿಕ ನ್ಯಾಯದ ಒಳಮೀಸಲಾತಿಯನ್ನು ಜಾರಿ ಮಾಡಲು ವಿಳಂಬ ಮಾಡುತ್ತಿರುವ ಸರಕಾರದ ನಡೆಯನ್ನು ಖಂಡಿಸಿ ಹಾಗೂ (739, 282, 962, 456)
